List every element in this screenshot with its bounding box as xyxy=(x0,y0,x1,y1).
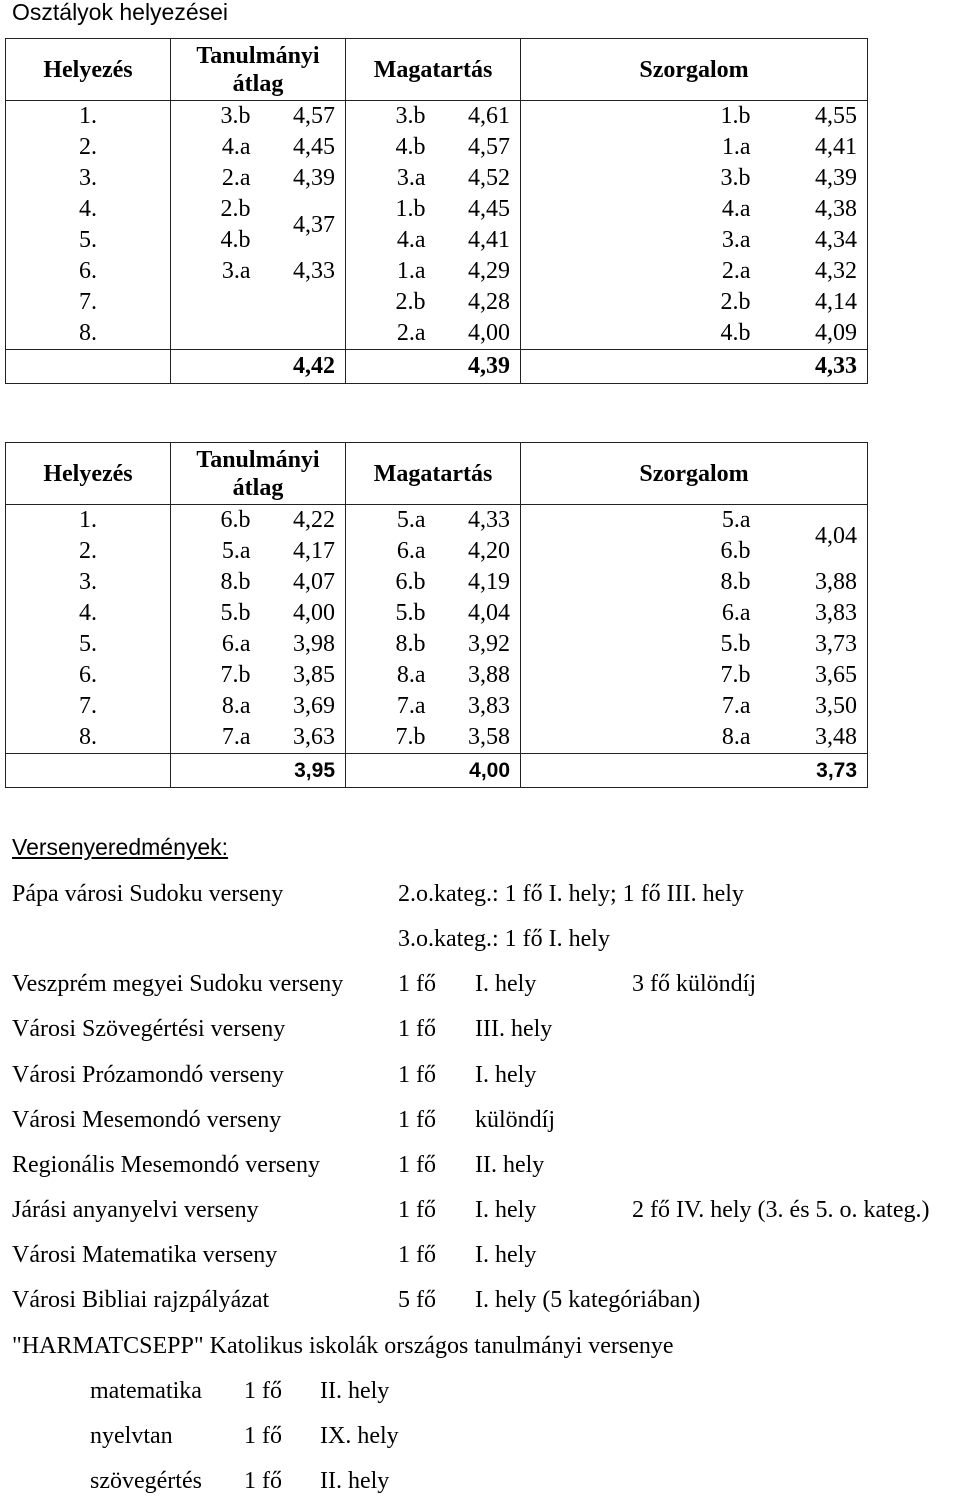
table-row: 2. 4.a 4,45 4.b 4,57 1.a 4,41 xyxy=(6,132,868,163)
total-diligence: 4,33 xyxy=(521,350,868,384)
header-diligence: Szorgalom xyxy=(521,39,868,101)
header-avg: Tanulmányi átlag xyxy=(171,443,346,505)
header-diligence: Szorgalom xyxy=(521,443,868,505)
page-title: Osztályok helyezései xyxy=(12,0,229,25)
header-rank: Helyezés xyxy=(6,443,171,505)
header-avg: Tanulmányi átlag xyxy=(171,39,346,101)
table-header-row xyxy=(6,39,868,101)
total-behavior: 4,39 xyxy=(346,350,521,384)
table-row: 6. 7.b 3,85 8.a 3,88 7.b 3,65 xyxy=(6,660,868,691)
ranking-table-lower-grades xyxy=(5,38,868,384)
table-row: 8. 7.a 3,63 7.b 3,58 8.a 3,48 xyxy=(6,722,868,754)
totals-row xyxy=(6,350,868,384)
table-row: 8. 2.a 4,00 4.b 4,09 xyxy=(6,318,868,350)
table-row: 1. 6.b 4,22 5.a 4,33 5.a 4,04 xyxy=(6,505,868,537)
header-behavior: Magatartás xyxy=(346,443,521,505)
total-avg: 3,95 xyxy=(171,754,346,788)
total-avg: 4,42 xyxy=(171,350,346,384)
table-row: 5. 4.b 4.a 4,41 3.a 4,34 xyxy=(6,225,868,256)
competitions-title: Versenyeredmények: xyxy=(12,834,229,860)
table-row: 2. 5.a 4,17 6.a 4,20 6.b xyxy=(6,536,868,567)
table-row: 4. 2.b 4,37 1.b 4,45 4.a 4,38 xyxy=(6,194,868,225)
total-diligence: 3,73 xyxy=(521,754,868,788)
table-row: 6. 3.a 4,33 1.a 4,29 2.a 4,32 xyxy=(6,256,868,287)
table-row: 1. 3.b 4,57 3.b 4,61 1.b 4,55 xyxy=(6,101,868,133)
totals-row xyxy=(6,754,868,788)
table-row: 7. 2.b 4,28 2.b 4,14 xyxy=(6,287,868,318)
table-row: 7. 8.a 3,69 7.a 3,83 7.a 3,50 xyxy=(6,691,868,722)
harmatcsepp-title: "HARMATCSEPP" Katolikus iskolák országos tanulmányi versenye xyxy=(12,1333,674,1359)
table-row: 3. 8.b 4,07 6.b 4,19 8.b 3,88 xyxy=(6,567,868,598)
total-behavior: 4,00 xyxy=(346,754,521,788)
header-behavior: Magatartás xyxy=(346,39,521,101)
table-row: 3. 2.a 4,39 3.a 4,52 3.b 4,39 xyxy=(6,163,868,194)
table-header-row xyxy=(6,443,868,505)
header-rank: Helyezés xyxy=(6,39,171,101)
table-row: 5. 6.a 3,98 8.b 3,92 5.b 3,73 xyxy=(6,629,868,660)
ranking-table-upper-grades xyxy=(5,442,868,788)
table-row: 4. 5.b 4,00 5.b 4,04 6.a 3,83 xyxy=(6,598,868,629)
